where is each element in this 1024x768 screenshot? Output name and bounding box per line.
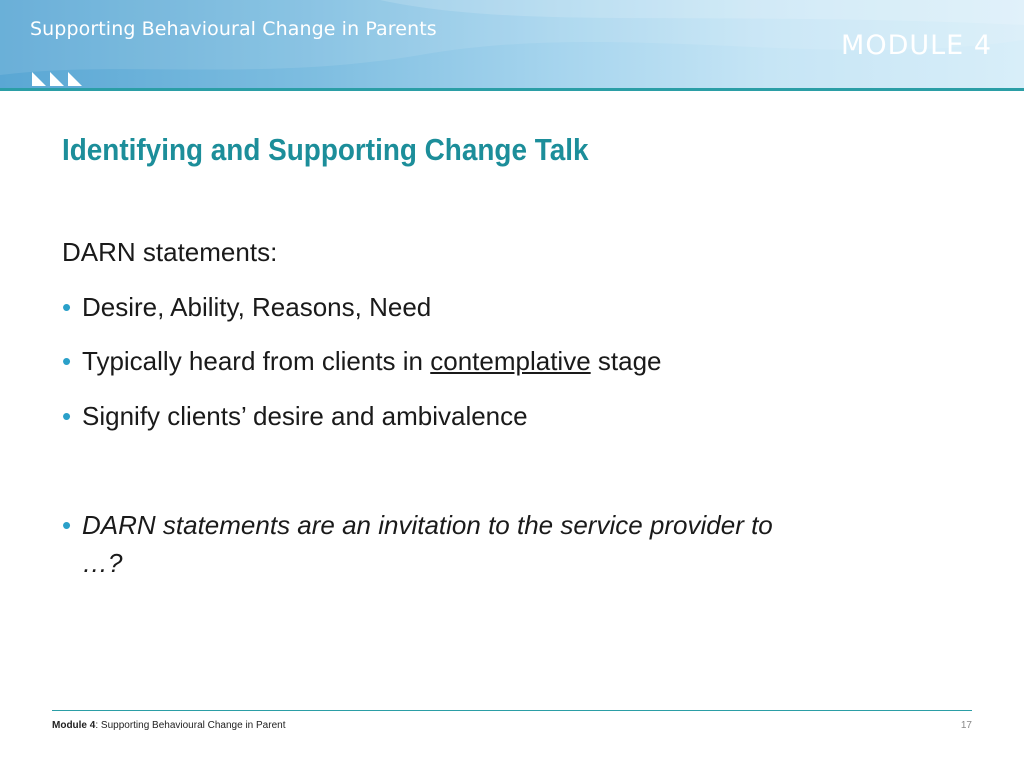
bullet-item: [62, 400, 528, 432]
bullet-icon: •: [62, 292, 72, 322]
module-label: MODULE 4: [841, 30, 992, 61]
header-divider: [0, 88, 1024, 91]
bullet-text: Signify clients’ desire and ambivalence: [82, 401, 528, 431]
bullet-text: Desire, Ability, Reasons, Need: [82, 292, 432, 322]
bullet-icon: •: [62, 510, 72, 540]
intro-text: DARN statements:: [62, 237, 278, 267]
bullet-item: [62, 291, 431, 323]
footer-module-text: [52, 720, 285, 731]
bullet-icon: •: [62, 401, 72, 431]
bullet-text-after: stage: [590, 346, 662, 376]
bullet-icon: •: [62, 346, 72, 376]
page-number: 17: [960, 720, 972, 731]
slide-title: Identifying and Supporting Change Talk: [62, 132, 589, 167]
bullet-item: [62, 345, 662, 377]
footer-module-bold: Module 4: [52, 720, 96, 731]
bullet-text-before: Typically heard from clients in: [82, 346, 431, 376]
footer-module-rest: : Supporting Behavioural Change in Parent: [95, 720, 286, 731]
question-bullet: [62, 509, 773, 541]
footer-divider: [52, 710, 972, 711]
slide-header-banner: [0, 0, 1024, 88]
header-title: Supporting Behavioural Change in Parents: [30, 18, 437, 40]
chevrons-icon: [32, 70, 92, 86]
question-line-2: …?: [82, 548, 123, 578]
bullet-text-emphasis: contemplative: [430, 346, 591, 376]
question-line-1: DARN statements are an invitation to the service provider to: [82, 510, 773, 540]
